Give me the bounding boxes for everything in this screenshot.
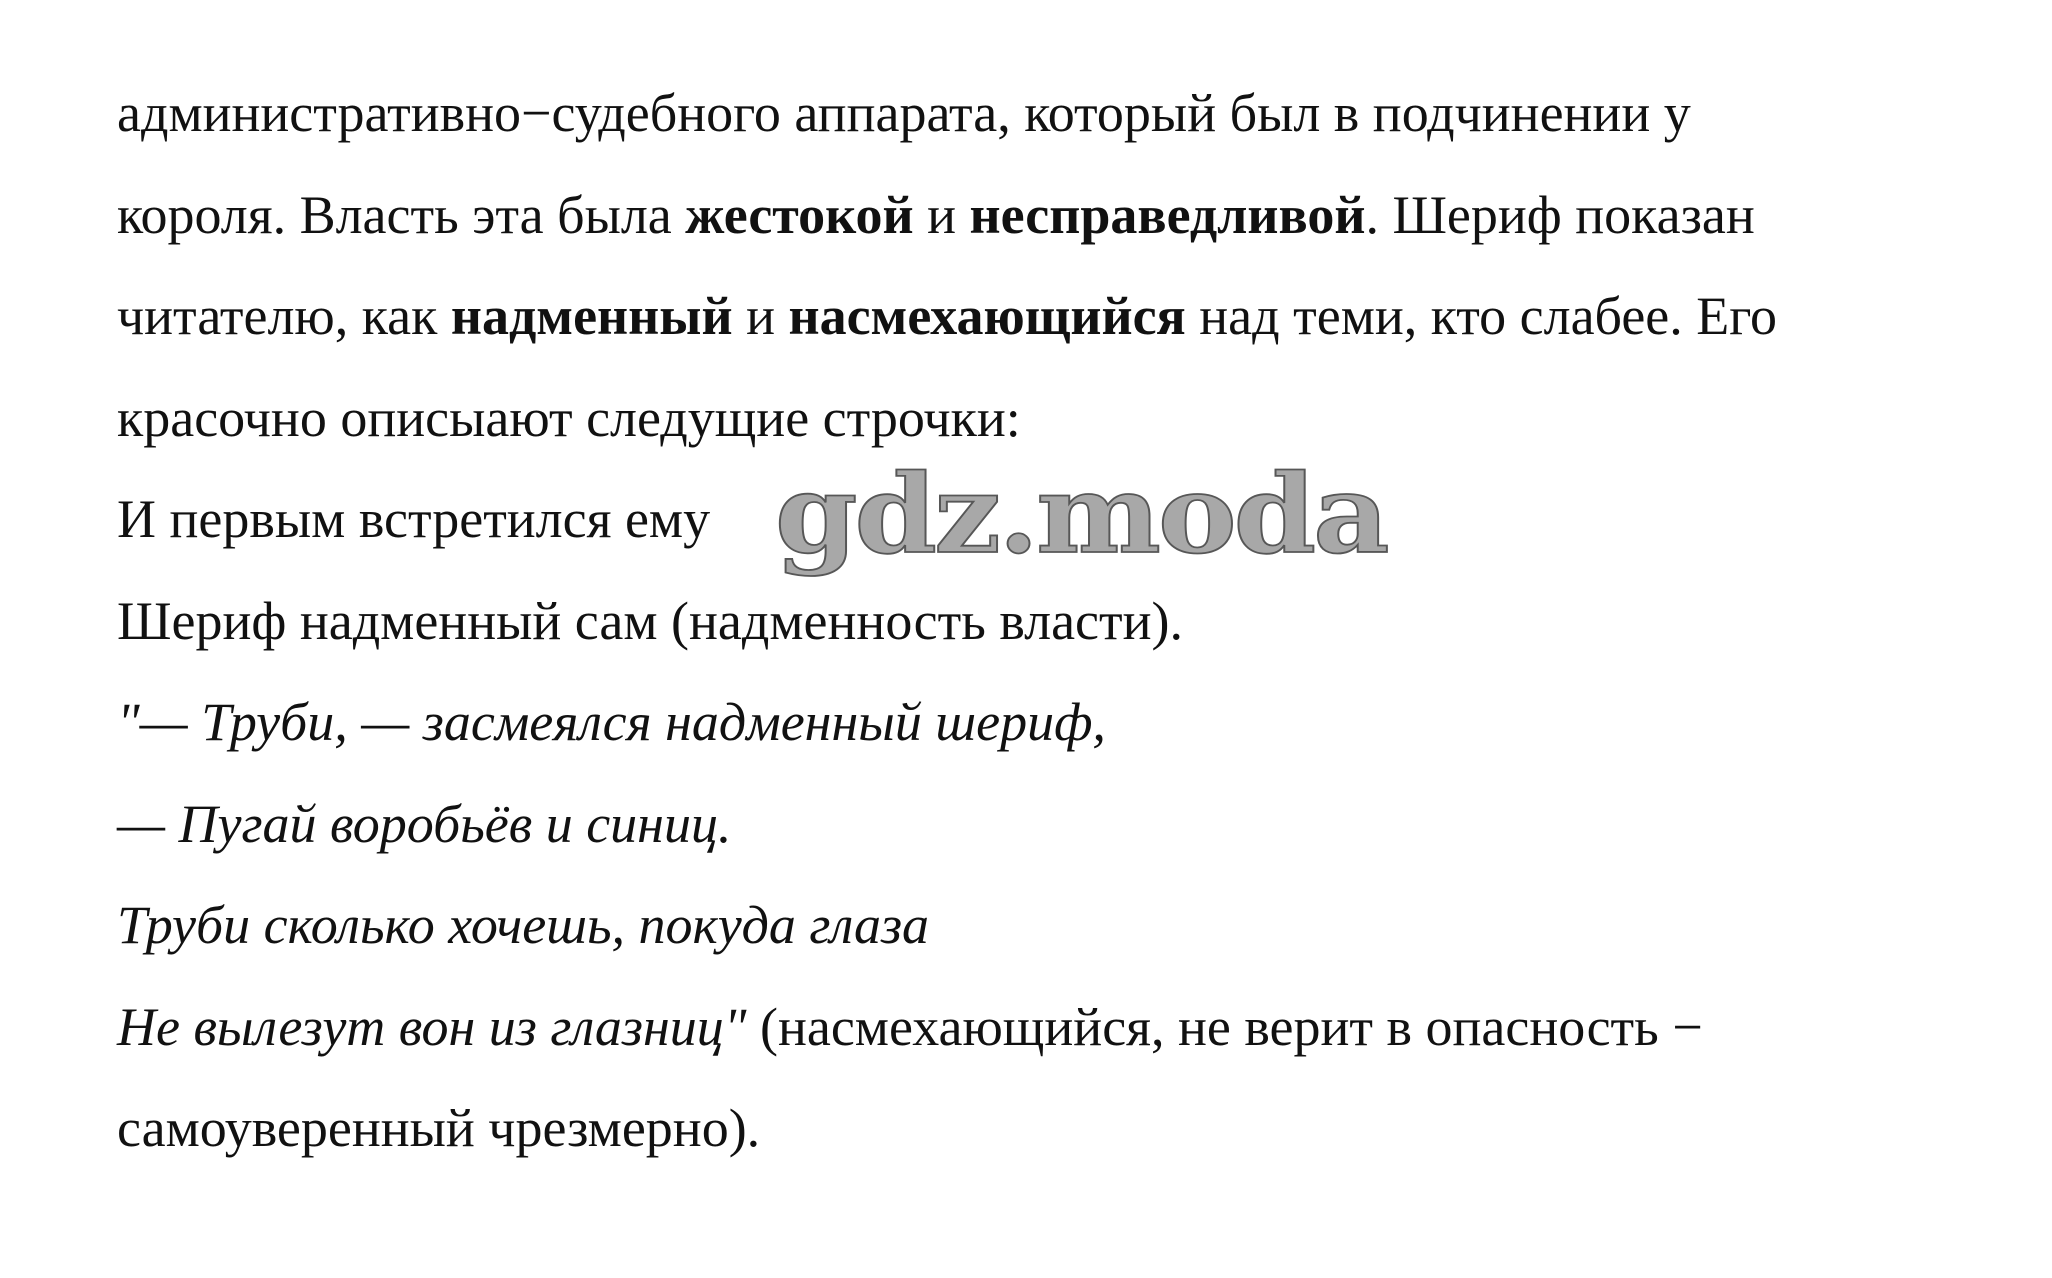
emphasized-word: насмехающийся [788,286,1186,346]
quoted-verse: Труби сколько хочешь, покуда глаза [117,895,930,955]
emphasized-word: жестокой [685,184,914,245]
text-segment: И первым встретился ему [117,489,711,549]
text-segment: над теми, кто слабее. Его [1185,286,1778,346]
text-line [117,78,2017,180]
quoted-verse: — Пугай воробьёв и синиц. [117,793,732,854]
quoted-verse: "— Труби, — засмеялся надменный шериф, [117,692,1106,752]
text-line [117,890,2017,992]
text-line [117,687,2017,789]
watermark: gdz.moda [775,450,1387,578]
emphasized-word: надменный [450,286,733,346]
text-line [117,1093,2017,1195]
text-line [117,281,2017,383]
text-segment: административно−судебного аппарата, который был в подчинении у [117,83,1691,143]
text-segment: короля. Власть эта была [117,184,686,245]
text-line [117,992,2017,1094]
text-segment: и [913,184,970,245]
quoted-verse: Не вылезут вон из глазниц" [117,996,747,1057]
text-segment: красочно описыают следущие строчки: [117,387,1021,448]
text-line [117,789,2017,891]
text-line [117,586,2017,688]
text-line [117,180,2017,282]
emphasized-word: несправедливой [969,184,1366,245]
text-segment: самоуверенный чрезмерно). [117,1098,761,1158]
text-segment: Шериф надменный сам (надменность власти). [117,590,1183,651]
text-segment: (насмехающийся, не верит в опасность − [746,996,1703,1057]
text-segment: . Шериф показан [1365,184,1755,245]
document-text [117,78,2017,1195]
text-segment: читателю, как [117,286,451,346]
text-segment: и [732,286,789,346]
